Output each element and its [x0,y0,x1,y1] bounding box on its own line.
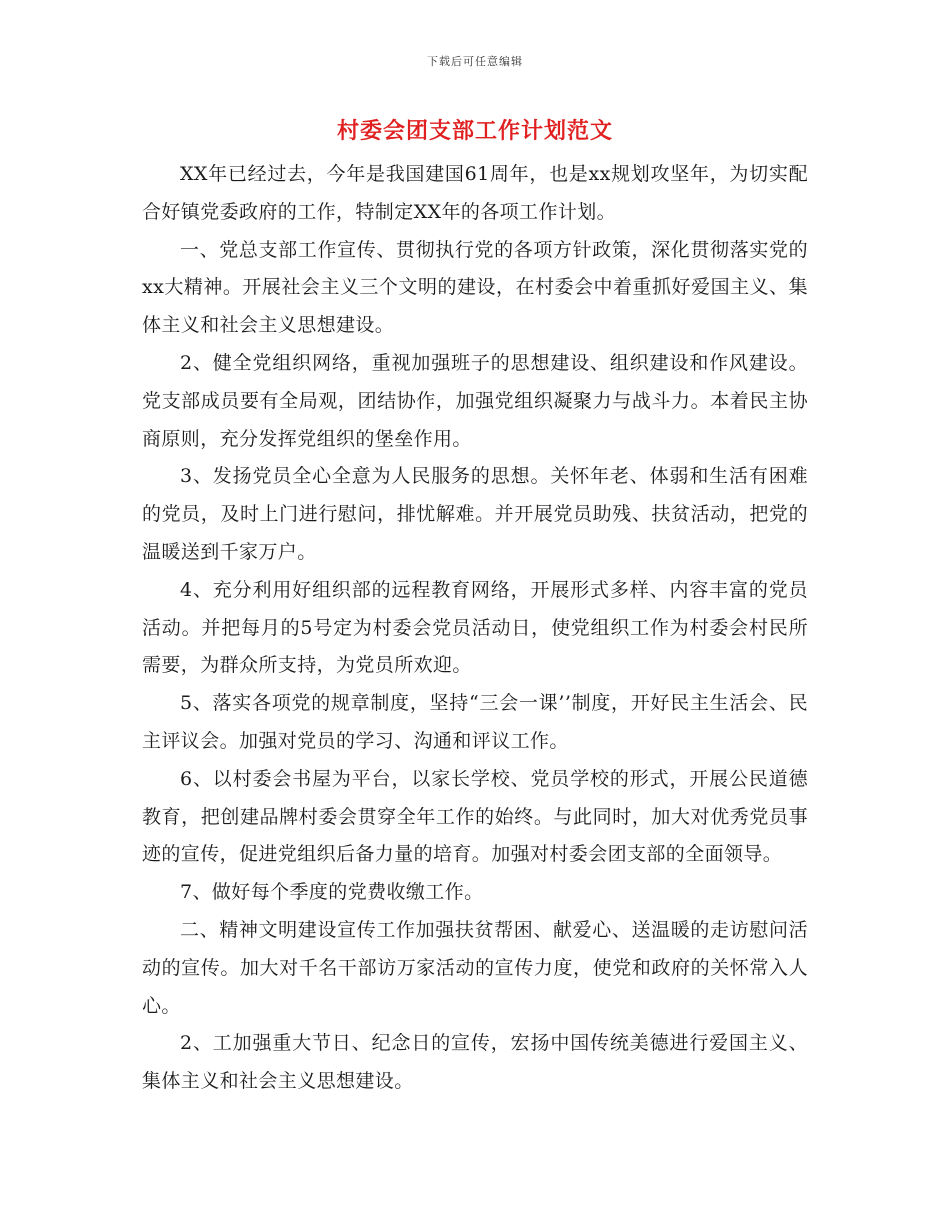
paragraph: 二、精神文明建设宣传工作加强扶贫帮困、献爱心、送温暖的走访慰问活动的宣传。加大对千名干部访万家活动的宣传力度，使党和政府的关怀常入人心。 [142,918,808,1017]
paragraph: 2、工加强重大节日、纪念日的宣传，宏扬中国传统美德进行爱国主义、集体主义和社会主义思想建设。 [142,1032,808,1093]
paragraph: 3、发扬党员全心全意为人民服务的思想。关怀年老、体弱和生活有困难的党员，及时上门进行慰问，排忧解难。并开展党员助残、扶贫活动，把党的温暖送到千家万户。 [142,465,808,563]
paragraph: 5、落实各项党的规章制度，坚持“三会一课’’制度，开好民主生活会、民主评议会。加强对党员的学习、沟通和评议工作。 [142,692,808,752]
document-title: 村委会团支部工作计划范文 [336,118,613,144]
paragraph: 一、党总支部工作宣传、贯彻执行党的各项方针政策，深化贯彻落实党的xx大精神。开展社会主义三个文明的建设，在村委会中着重抓好爱国主义、集体主义和社会主义思想建设。 [142,238,808,337]
paragraph: XX年已经过去，今年是我国建国61周年，也是xx规划攻坚年，为切实配合好镇党委政府的工作，特制定XX年的各项工作计划。 [142,163,808,223]
paragraph: 2、健全党组织网络，重视加强班子的思想建设、组织建设和作风建设。党支部成员要有全局观，团结协作，加强党组织凝聚力与战斗力。本着民主协商原则，充分发挥党组织的堡垒作用。 [142,351,808,450]
header-note: 下载后可任意编辑 [427,55,523,68]
document-body [142,156,808,1101]
paragraph: 6、以村委会书屋为平台，以家长学校、党员学校的形式，开展公民道德教育，把创建品牌村委会贯穿全年工作的始终。与此同时，加大对优秀党员事迹的宣传，促进党组织后备力量的培育。加强对村委会团支部的全面领导。 [142,767,808,866]
paragraph: 7、做好每个季度的党费收缴工作。 [180,881,484,904]
paragraph: 4、充分利用好组织部的远程教育网络，开展形式多样、内容丰富的党员活动。并把每月的5号定为村委会党员活动日，使党组织工作为村委会村民所需要，为群众所支持，为党员所欢迎。 [142,578,808,677]
